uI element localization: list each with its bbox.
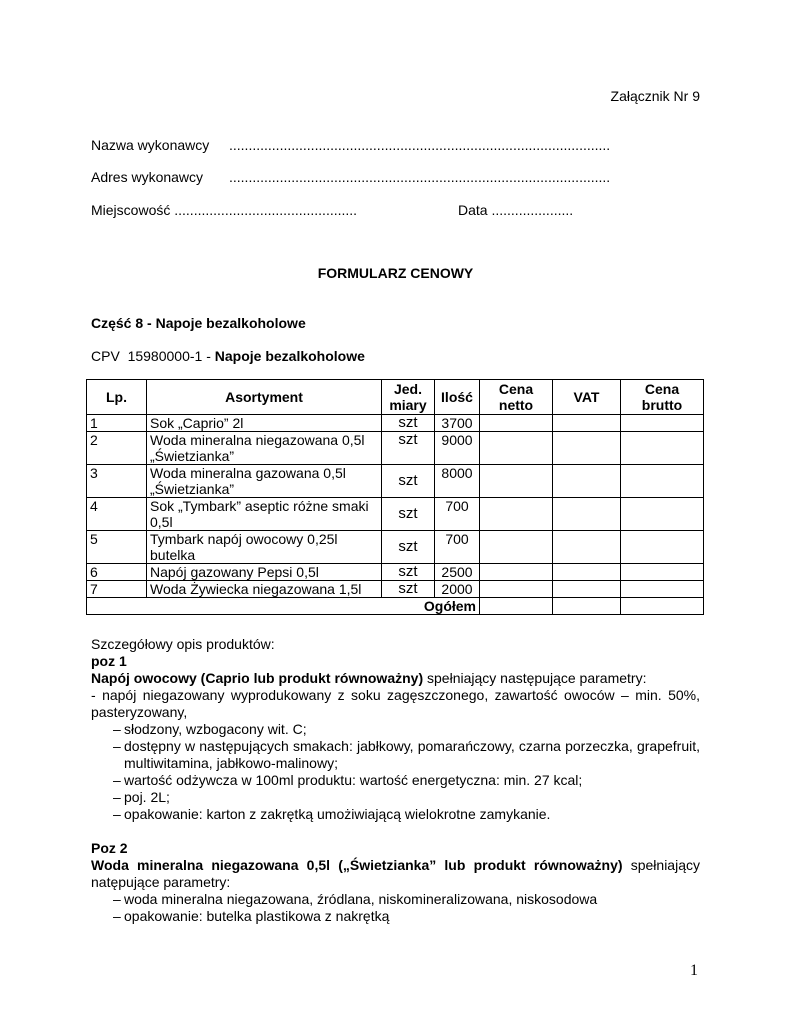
- row-unit: szt: [382, 415, 435, 432]
- row-item: Napój gazowany Pepsi 0,5l: [147, 564, 382, 581]
- row-net-cell[interactable]: [480, 465, 553, 498]
- price-table: [86, 379, 704, 615]
- col-header-qty: Ilość: [435, 380, 480, 415]
- row-net-cell[interactable]: [480, 432, 553, 465]
- row-vat-cell[interactable]: [553, 465, 621, 498]
- table-row: [87, 564, 704, 581]
- row-vat-cell[interactable]: [553, 432, 621, 465]
- table-header-row: [87, 380, 704, 415]
- table-total-row: [87, 598, 704, 615]
- city-field: ...............................................: [174, 202, 358, 218]
- cpv-code: CPV 15980000-1 -: [91, 348, 215, 364]
- poz1-bullet-list: [91, 721, 700, 823]
- row-qty: 3700: [435, 415, 480, 432]
- poz2-title-bold: Woda mineralna niegazowana 0,5l („Świetzianka” lub produkt równoważny): [91, 857, 623, 873]
- list-item: – opakowanie: karton z zakrętką umożiwiającą wielokrotne zamykanie.: [91, 806, 700, 823]
- row-item: Woda mineralna niegazowana 0,5l „Świetzianka”: [147, 432, 382, 465]
- row-unit: szt: [382, 432, 435, 465]
- poz1-line: - napój niegazowany wyprodukowany z soku zagęszczonego, zawartość owoców – min. 50%, pasteryzowany,: [91, 687, 700, 720]
- poz1-title-bold: Napój owocowy (Caprio lub produkt równoważny): [91, 670, 424, 686]
- page-number: 1: [690, 962, 698, 979]
- list-item: – opakowanie: butelka plastikowa z nakrętką: [91, 908, 700, 925]
- contractor-name-field: ..................................................................................................: [229, 137, 611, 153]
- row-gross-cell[interactable]: [621, 531, 704, 564]
- list-item: – woda mineralna niegazowana, źródlana, niskomineralizowana, niskosodowa: [91, 891, 700, 908]
- row-net-cell[interactable]: [480, 531, 553, 564]
- part-heading: Część 8 - Napoje bezalkoholowe: [91, 315, 306, 331]
- form-title: FORMULARZ CENOWY: [317, 265, 474, 281]
- row-net-cell[interactable]: [480, 498, 553, 531]
- row-unit: szt: [382, 531, 435, 564]
- row-unit: szt: [382, 581, 435, 598]
- row-vat-cell[interactable]: [553, 531, 621, 564]
- row-net-cell[interactable]: [480, 564, 553, 581]
- list-item: – poj. 2L;: [91, 789, 700, 806]
- col-header-gross: Cena brutto: [621, 380, 704, 415]
- row-item: Woda mineralna gazowana 0,5l „Świetzianka”: [147, 465, 382, 498]
- poz2-bullet-list: [91, 891, 700, 925]
- row-unit: szt: [382, 498, 435, 531]
- col-header-unit: Jed. miary: [382, 380, 435, 415]
- row-qty: 8000: [435, 465, 480, 498]
- row-lp: 3: [87, 465, 147, 498]
- table-row: [87, 581, 704, 598]
- description-intro: Szczegółowy opis produktów:: [91, 636, 275, 652]
- col-header-vat: VAT: [553, 380, 621, 415]
- contractor-address-field: ..................................................................................................: [229, 169, 611, 185]
- total-net-cell[interactable]: [480, 598, 553, 615]
- row-vat-cell[interactable]: [553, 564, 621, 581]
- row-qty: 700: [435, 531, 480, 564]
- total-label: Ogółem: [87, 598, 480, 615]
- row-gross-cell[interactable]: [621, 564, 704, 581]
- poz2-title: [91, 857, 700, 891]
- row-qty: 9000: [435, 432, 480, 465]
- date-line: [458, 202, 573, 219]
- list-item: – wartość odżywcza w 100ml produktu: wartość energetyczna: min. 27 kcal;: [91, 772, 700, 789]
- row-vat-cell[interactable]: [553, 581, 621, 598]
- row-item: Sok „Caprio” 2l: [147, 415, 382, 432]
- total-gross-cell[interactable]: [621, 598, 704, 615]
- date-label: Data: [458, 202, 488, 218]
- poz1-title: [91, 670, 700, 687]
- row-lp: 5: [87, 531, 147, 564]
- city-line: [91, 202, 357, 219]
- poz1-heading: poz 1: [91, 653, 127, 669]
- table-row: [87, 415, 704, 432]
- table-row: [87, 465, 704, 498]
- table-row: [87, 432, 704, 465]
- row-gross-cell[interactable]: [621, 465, 704, 498]
- row-unit: szt: [382, 465, 435, 498]
- row-qty: 2000: [435, 581, 480, 598]
- product-description: [91, 636, 700, 925]
- list-item: – słodzony, wzbogacony wit. C;: [91, 721, 700, 738]
- table-row: [87, 531, 704, 564]
- row-gross-cell[interactable]: [621, 581, 704, 598]
- row-gross-cell[interactable]: [621, 498, 704, 531]
- annex-number: Załącznik Nr 9: [610, 88, 700, 104]
- row-net-cell[interactable]: [480, 581, 553, 598]
- row-lp: 7: [87, 581, 147, 598]
- row-lp: 1: [87, 415, 147, 432]
- row-net-cell[interactable]: [480, 415, 553, 432]
- row-vat-cell[interactable]: [553, 415, 621, 432]
- contractor-name-label: Nazwa wykonawcy: [91, 137, 210, 153]
- row-gross-cell[interactable]: [621, 415, 704, 432]
- total-vat-cell[interactable]: [553, 598, 621, 615]
- row-qty: 700: [435, 498, 480, 531]
- row-unit: szt: [382, 564, 435, 581]
- cpv-line: [91, 348, 365, 365]
- list-item: – dostępny w następujących smakach: jabłkowy, pomarańczowy, czarna porzeczka, grapefruit, multiwitamina, jabłkowo-malinowy;: [91, 738, 700, 772]
- row-vat-cell[interactable]: [553, 498, 621, 531]
- poz2-title-rest: spełniający natępujące parametry:: [91, 857, 700, 890]
- poz1-title-rest: spełniający następujące parametry:: [423, 670, 647, 686]
- row-item: Tymbark napój owocowy 0,25l butelka: [147, 531, 382, 564]
- col-header-item: Asortyment: [147, 380, 382, 415]
- row-item: Woda Żywiecka niegazowana 1,5l: [147, 581, 382, 598]
- col-header-net: Cena netto: [480, 380, 553, 415]
- date-field: .....................: [491, 202, 574, 218]
- cpv-name: Napoje bezalkoholowe: [214, 348, 365, 364]
- city-label: Miejscowość: [91, 202, 171, 218]
- contractor-address-label: Adres wykonawcy: [91, 169, 204, 185]
- row-lp: 2: [87, 432, 147, 465]
- row-lp: 6: [87, 564, 147, 581]
- row-lp: 4: [87, 498, 147, 531]
- row-gross-cell[interactable]: [621, 432, 704, 465]
- col-header-lp: Lp.: [87, 380, 147, 415]
- row-item: Sok „Tymbark” aseptic różne smaki 0,5l: [147, 498, 382, 531]
- poz2-heading: Poz 2: [91, 840, 128, 856]
- table-row: [87, 498, 704, 531]
- row-qty: 2500: [435, 564, 480, 581]
